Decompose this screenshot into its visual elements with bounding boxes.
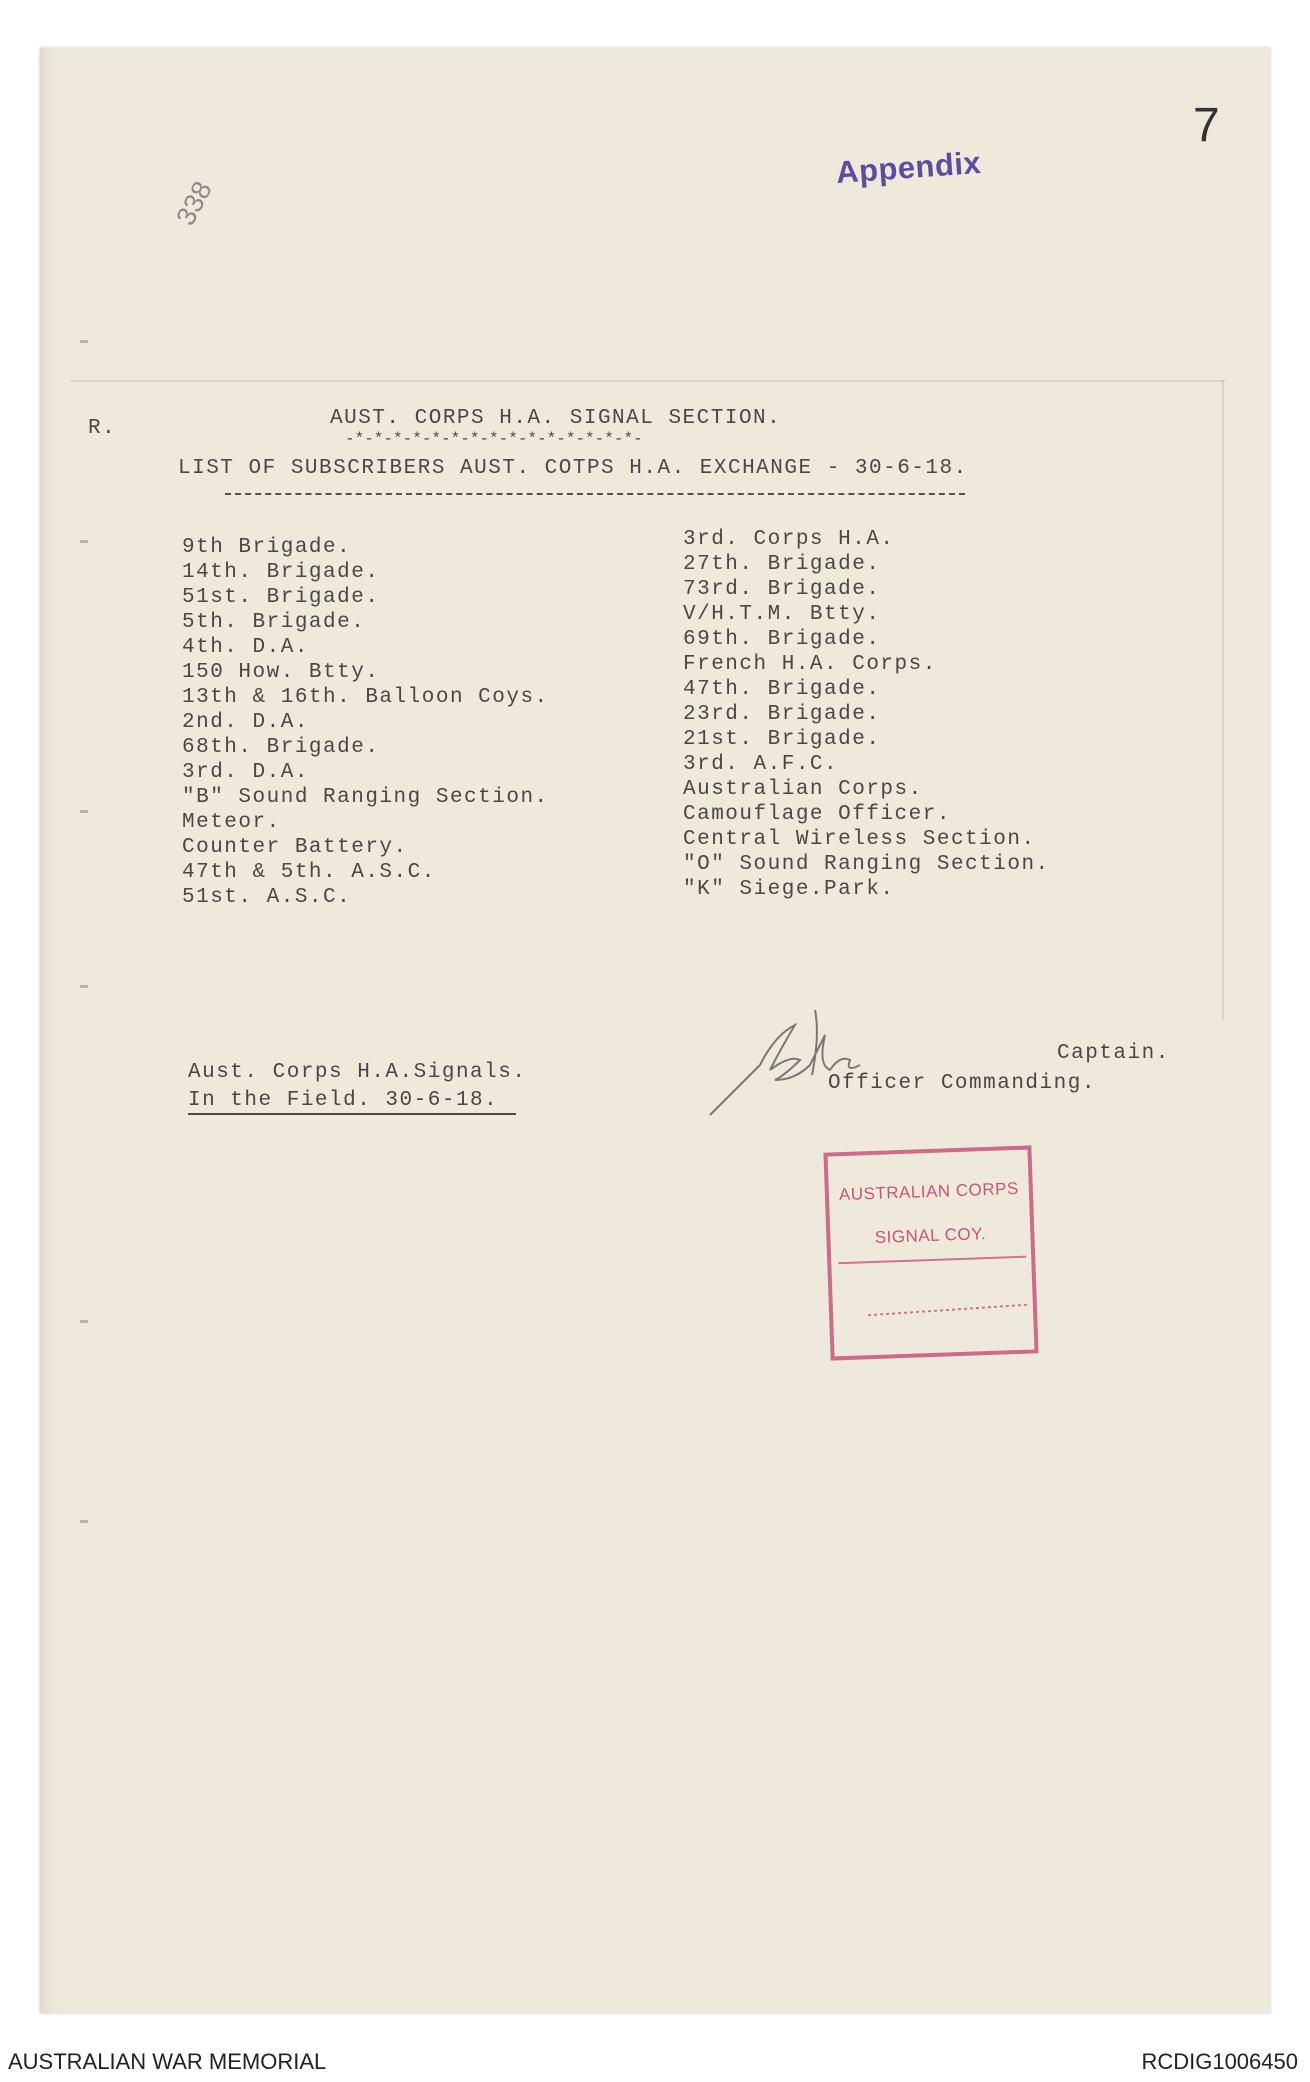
subscriber-entry: 47th. Brigade. bbox=[683, 678, 881, 701]
stamp-line-2: SIGNAL COY. bbox=[874, 1224, 987, 1247]
subscriber-entry: 27th. Brigade. bbox=[683, 553, 881, 576]
punch-mark bbox=[80, 1320, 88, 1323]
punch-mark bbox=[80, 1520, 88, 1523]
subscriber-entry: 3rd. A.F.C. bbox=[683, 753, 839, 776]
subscriber-entry: 2nd. D.A. bbox=[182, 711, 309, 734]
subscriber-entry: French H.A. Corps. bbox=[683, 653, 937, 676]
punch-mark bbox=[80, 340, 88, 343]
signal-company-stamp bbox=[822, 1144, 1039, 1361]
page-number: 7 bbox=[1193, 99, 1220, 152]
dashed-rule bbox=[225, 493, 965, 495]
subscriber-entry: Meteor. bbox=[182, 811, 281, 834]
signer-rank: Captain. bbox=[1057, 1042, 1170, 1065]
subscriber-entry: 21st. Brigade. bbox=[683, 728, 881, 751]
fold-line-right bbox=[1222, 380, 1224, 1020]
footer-unit: Aust. Corps H.A.Signals. bbox=[188, 1061, 527, 1084]
fold-line bbox=[70, 380, 1225, 382]
subscriber-entry: 69th. Brigade. bbox=[683, 628, 881, 651]
subscriber-entry: Counter Battery. bbox=[182, 836, 408, 859]
subscriber-entry: 23rd. Brigade. bbox=[683, 703, 881, 726]
appendix-stamp: Appendix bbox=[834, 144, 983, 191]
subscriber-entry: 51st. Brigade. bbox=[182, 586, 380, 609]
subscriber-entry: 4th. D.A. bbox=[182, 636, 309, 659]
subscriber-entry: "K" Siege.Park. bbox=[683, 878, 895, 901]
star-rule: -*-*-*-*-*-*-*-*-*-*-*-*-*-*-*- bbox=[345, 430, 643, 448]
page-left-edge bbox=[40, 48, 58, 2013]
document-heading: AUST. CORPS H.A. SIGNAL SECTION. bbox=[330, 407, 782, 430]
subscriber-entry: 5th. Brigade. bbox=[182, 611, 366, 634]
subscriber-entry: 150 How. Btty. bbox=[182, 661, 380, 684]
footer-place-date: In the Field. 30-6-18. bbox=[188, 1090, 516, 1115]
signer-title: Officer Commanding. bbox=[828, 1072, 1096, 1095]
stamp-border-icon bbox=[822, 1144, 1039, 1361]
subscriber-entry: 3rd. D.A. bbox=[182, 761, 309, 784]
stamp-line-1: AUSTRALIAN CORPS bbox=[838, 1178, 1020, 1205]
subscriber-entry: "B" Sound Ranging Section. bbox=[182, 786, 549, 809]
subscriber-entry: 51st. A.S.C. bbox=[182, 886, 352, 909]
subscriber-list-left bbox=[182, 535, 549, 910]
archive-reference: RCDIG1006450 bbox=[1141, 2049, 1298, 2074]
subscriber-entry: 9th Brigade. bbox=[182, 536, 352, 559]
subscriber-entry: Australian Corps. bbox=[683, 778, 923, 801]
document-page bbox=[40, 48, 1270, 2013]
subscriber-entry: V/H.T.M. Btty. bbox=[683, 603, 881, 626]
subscriber-entry: Camouflage Officer. bbox=[683, 803, 951, 826]
pencil-folio-number: 338 bbox=[170, 176, 218, 231]
document-subtitle: LIST OF SUBSCRIBERS AUST. COTPS H.A. EXCHANGE - 30-6-18. bbox=[178, 457, 968, 480]
subscriber-entry: "O" Sound Ranging Section. bbox=[683, 853, 1050, 876]
subscriber-entry: 47th & 5th. A.S.C. bbox=[182, 861, 436, 884]
subscriber-entry: 13th & 16th. Balloon Coys. bbox=[182, 686, 549, 709]
subscriber-entry: Central Wireless Section. bbox=[683, 828, 1036, 851]
subscriber-list-right bbox=[683, 527, 1050, 902]
punch-mark bbox=[80, 810, 88, 813]
punch-mark bbox=[80, 540, 88, 543]
archive-caption: AUSTRALIAN WAR MEMORIAL bbox=[8, 2049, 327, 2074]
signature-icon bbox=[700, 995, 900, 1125]
subscriber-entry: 73rd. Brigade. bbox=[683, 578, 881, 601]
subscriber-entry: 68th. Brigade. bbox=[182, 736, 380, 759]
subscriber-entry: 14th. Brigade. bbox=[182, 561, 380, 584]
subscriber-entry: 3rd. Corps H.A. bbox=[683, 528, 895, 551]
r-mark: R. bbox=[88, 417, 117, 440]
punch-mark bbox=[80, 985, 88, 988]
